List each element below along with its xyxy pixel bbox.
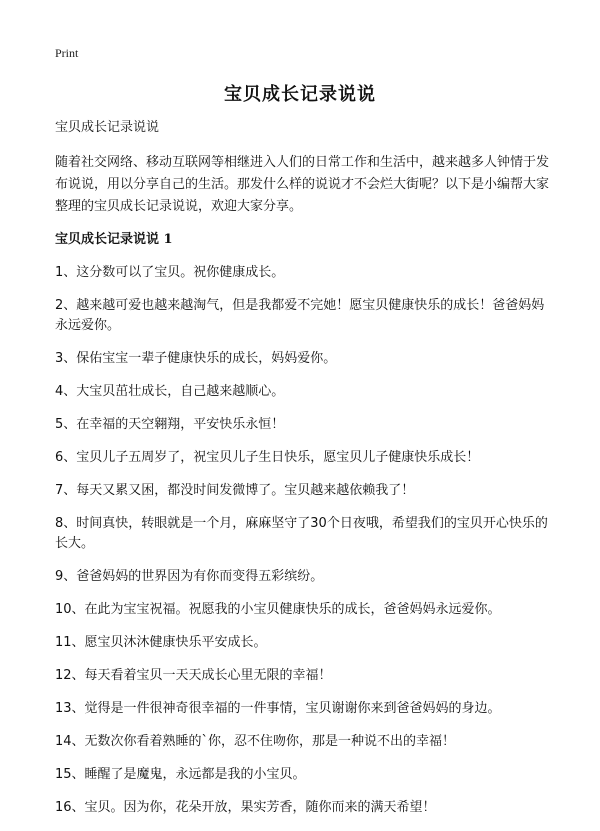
page-title: 宝贝成长记录说说: [224, 84, 376, 105]
section-heading: 宝贝成长记录说说 1: [55, 232, 173, 247]
list-item: 1、这分数可以了宝贝。祝你健康成长。: [55, 265, 285, 280]
list-item: 5、在幸福的天空翱翔，平安快乐永恒！: [55, 417, 285, 432]
list-item: 9、爸爸妈妈的世界因为有你而变得五彩缤纷。: [55, 569, 324, 584]
list-item: 7、每天又累又困，都没时间发微博了。宝贝越来越依赖我了！: [55, 483, 415, 498]
list-item: 11、愿宝贝沐沐健康快乐平安成长。: [55, 635, 267, 650]
list-item: 15、睡醒了是魔鬼，永远都是我的小宝贝。: [55, 767, 306, 782]
article-subtitle: 宝贝成长记录说说: [55, 120, 160, 135]
list-item: 4、大宝贝茁壮成长，自己越来越顺心。: [55, 384, 285, 399]
list-item: 8、时间真快，转眼就是一个月，麻麻坚守了30个日夜哦，希望我们的宝贝开心快乐的长大。: [55, 516, 548, 551]
list-item: 2、越来越可爱也越来越淘气，但是我都爱不完她！愿宝贝健康快乐的成长！爸爸妈妈永远爱你。: [55, 298, 545, 333]
list-item: 14、无数次你看着熟睡的`你，忍不住吻你，那是一种说不出的幸福！: [55, 734, 456, 749]
list-item: 16、宝贝。因为你，花朵开放，果实芳香，随你而来的满天希望！: [55, 800, 436, 815]
list-item: 3、保佑宝宝一辈子健康快乐的成长，妈妈爱你。: [55, 351, 337, 366]
list-item: 12、每天看着宝贝一天天成长心里无限的幸福！: [55, 668, 332, 683]
list-item: 6、宝贝儿子五周岁了，祝宝贝儿子生日快乐，愿宝贝儿子健康快乐成长！: [55, 450, 480, 465]
print-link[interactable]: Print: [55, 46, 79, 60]
article-body: [55, 118, 555, 831]
list-item: 13、觉得是一件很神奇很幸福的一件事情，宝贝谢谢你来到爸爸妈妈的身边。: [55, 701, 501, 716]
list-item: 10、在此为宝宝祝福。祝愿我的小宝贝健康快乐的成长，爸爸妈妈永远爱你。: [55, 602, 501, 617]
intro-paragraph: 随着社交网络、移动互联网等相继进入人们的日常工作和生活中，越来越多人钟情于发布说说，用以分享自己的生活。那发什么样的说说才不会烂大街呢？以下是小编帮大家整理的宝贝成长记录说说，欢迎大家分享。: [55, 155, 550, 214]
